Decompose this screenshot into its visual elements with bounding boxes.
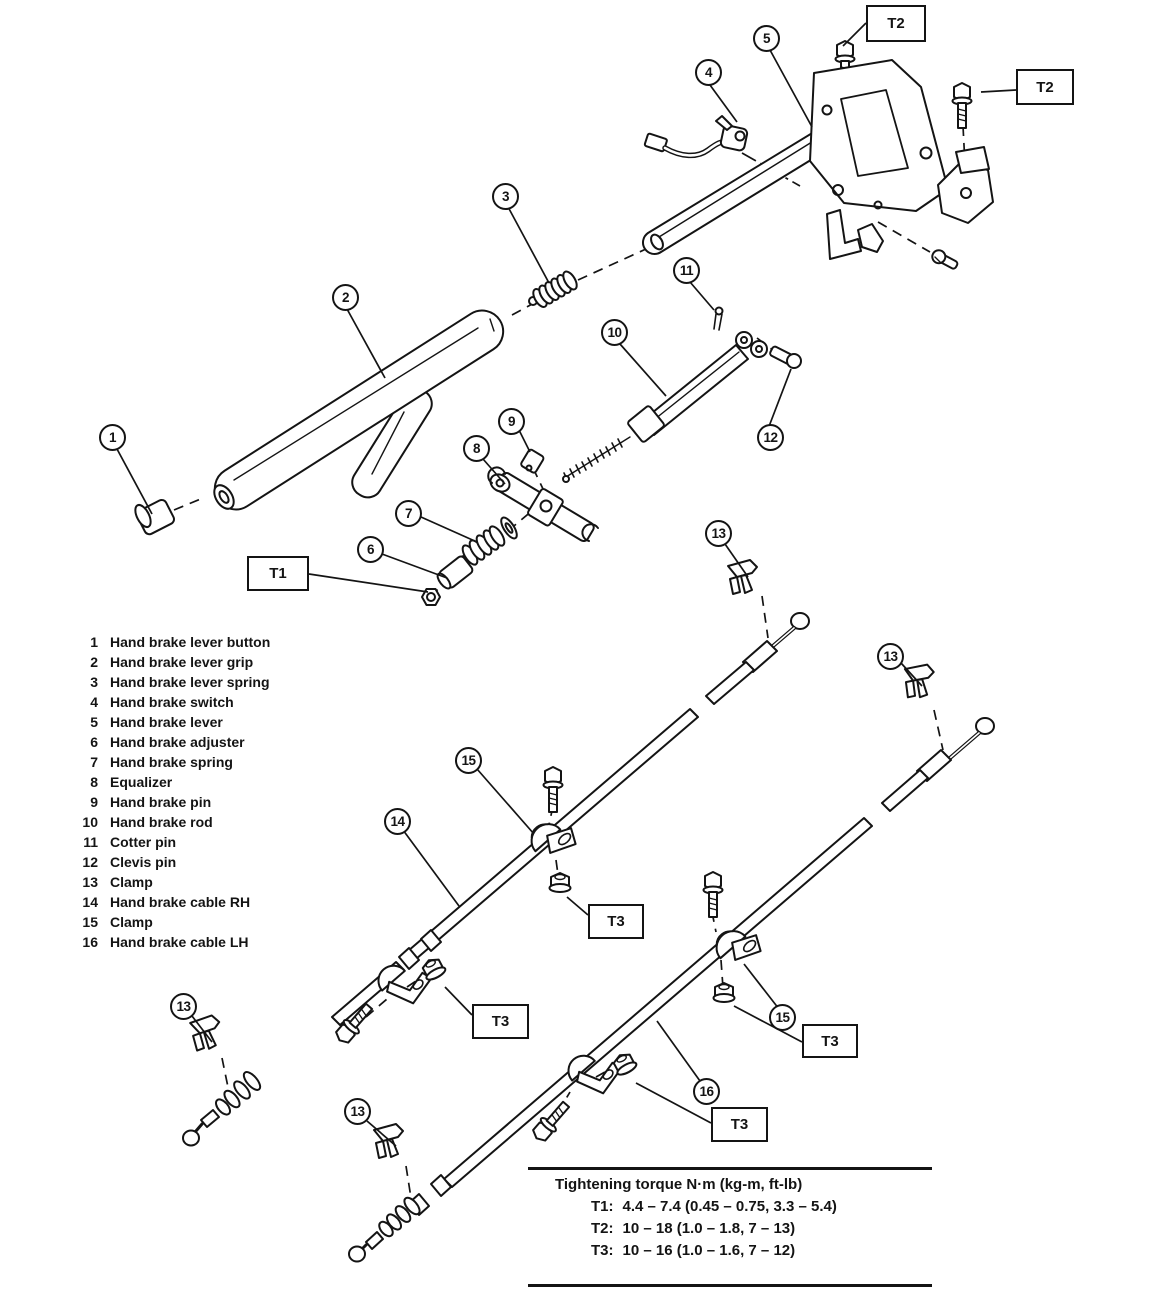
part-name: Hand brake switch: [110, 694, 234, 710]
part-name: Clamp: [110, 914, 153, 930]
callout-12: 12: [757, 424, 784, 451]
callout-13-b: 13: [877, 643, 904, 670]
torque-row-label: T1:: [591, 1198, 614, 1215]
callout-16: 16: [693, 1078, 720, 1105]
part-number: 2: [90, 654, 98, 670]
torque-box-t3-cable16-mid: T3: [802, 1024, 858, 1058]
callout-13-d: 13: [344, 1098, 371, 1125]
clamp-nut-t3: [550, 873, 571, 892]
part-number: 13: [82, 874, 98, 890]
torque-row-label: T3:: [591, 1242, 614, 1259]
part-number: 6: [90, 734, 98, 750]
hand-brake-lever: [643, 60, 993, 272]
cotter-pin: [714, 308, 723, 331]
clevis-pin: [769, 346, 801, 368]
torque-row-value: 10 – 18 (1.0 – 1.8, 7 – 13): [622, 1220, 796, 1237]
part-number: 1: [90, 634, 98, 650]
hand-brake-rod: [563, 332, 767, 482]
callout-4: 4: [695, 59, 722, 86]
part-number: 15: [82, 914, 98, 930]
torque-table-row: [528, 1198, 932, 1215]
part-number: 5: [90, 714, 98, 730]
part-name: Equalizer: [110, 774, 173, 790]
torque-table-row: [528, 1242, 932, 1259]
parts-list-item: [76, 812, 270, 832]
torque-row-value: 4.4 – 7.4 (0.45 – 0.75, 3.3 – 5.4): [622, 1198, 837, 1215]
parts-list-item: [76, 652, 270, 672]
callout-6: 6: [357, 536, 384, 563]
lever-grip: [207, 303, 511, 518]
part-name: Hand brake cable LH: [110, 934, 249, 950]
callout-10: 10: [601, 319, 628, 346]
parts-list-item: [76, 932, 270, 952]
part-name: Hand brake adjuster: [110, 734, 245, 750]
part-name: Hand brake lever: [110, 714, 223, 730]
part-number: 10: [82, 814, 98, 830]
parts-list-item: [76, 872, 270, 892]
part-name: Hand brake spring: [110, 754, 233, 770]
part-number: 7: [90, 754, 98, 770]
torque-box-t2-right: T2: [1016, 69, 1074, 105]
parts-list-item: [76, 712, 270, 732]
torque-box-t2-top: T2: [866, 5, 926, 42]
parts-list-item: [76, 692, 270, 712]
lever-spring: [529, 269, 579, 309]
part-name: Cotter pin: [110, 834, 177, 850]
parts-list-item: [76, 892, 270, 912]
part-name: Hand brake cable RH: [110, 894, 251, 910]
part-name: Hand brake lever button: [110, 634, 271, 650]
callout-15-b: 15: [769, 1004, 796, 1031]
parts-list-item: [76, 832, 270, 852]
torque-table-title: Tightening torque N·m (kg-m, ft-lb): [555, 1176, 803, 1193]
parts-list-item: [76, 852, 270, 872]
parts-list-item: [76, 772, 270, 792]
part-name: Hand brake pin: [110, 794, 212, 810]
torque-row-label: T2:: [591, 1220, 614, 1237]
bracket-bolt-t2: [953, 83, 972, 128]
parts-list-item: [76, 752, 270, 772]
clamp-13-d: [374, 1124, 403, 1158]
part-name: Hand brake rod: [110, 814, 213, 830]
parts-list-item: [76, 792, 270, 812]
hand-brake-switch: [644, 116, 748, 155]
lever-button: [132, 498, 175, 536]
torque-box-t1: T1: [247, 556, 309, 591]
part-number: 8: [90, 774, 98, 790]
callout-13-c: 13: [170, 993, 197, 1020]
callout-5: 5: [753, 25, 780, 52]
torque-table-row: [528, 1220, 932, 1237]
part-name: Clamp: [110, 874, 153, 890]
part-name: Hand brake lever spring: [110, 674, 270, 690]
part-name: Clevis pin: [110, 854, 177, 870]
clamp-13-a: [728, 560, 757, 594]
callout-9: 9: [498, 408, 525, 435]
torque-box-t3-cable14-mid: T3: [588, 904, 644, 939]
part-number: 3: [90, 674, 98, 690]
parts-list-item: [76, 912, 270, 932]
clamp-bolt: [704, 872, 723, 917]
torque-row-value: 10 – 16 (1.0 – 1.6, 7 – 12): [622, 1242, 796, 1259]
callout-2: 2: [332, 284, 359, 311]
callout-1: 1: [99, 424, 126, 451]
callout-14: 14: [384, 808, 411, 835]
part-number: 11: [83, 834, 98, 850]
callout-15-a: 15: [455, 747, 482, 774]
callout-13-a: 13: [705, 520, 732, 547]
torque-box-t3-cable16-low: T3: [711, 1107, 768, 1142]
callout-3: 3: [492, 183, 519, 210]
part-number: 12: [82, 854, 98, 870]
parts-list: [76, 632, 270, 952]
clamp-nut-t3: [714, 983, 735, 1002]
part-number: 9: [90, 794, 98, 810]
callout-8: 8: [463, 435, 490, 462]
callout-11: 11: [673, 257, 700, 284]
part-number: 16: [82, 934, 98, 950]
parts-list-item: [76, 632, 270, 652]
clamp-bolt: [544, 767, 563, 812]
part-number: 4: [90, 694, 98, 710]
torque-spec-table: [528, 1167, 932, 1287]
part-name: Hand brake lever grip: [110, 654, 254, 670]
part-number: 14: [82, 894, 98, 910]
torque-box-t3-cable14-low: T3: [472, 1004, 529, 1039]
callout-7: 7: [395, 500, 422, 527]
parts-list-item: [76, 672, 270, 692]
parts-list-item: [76, 732, 270, 752]
